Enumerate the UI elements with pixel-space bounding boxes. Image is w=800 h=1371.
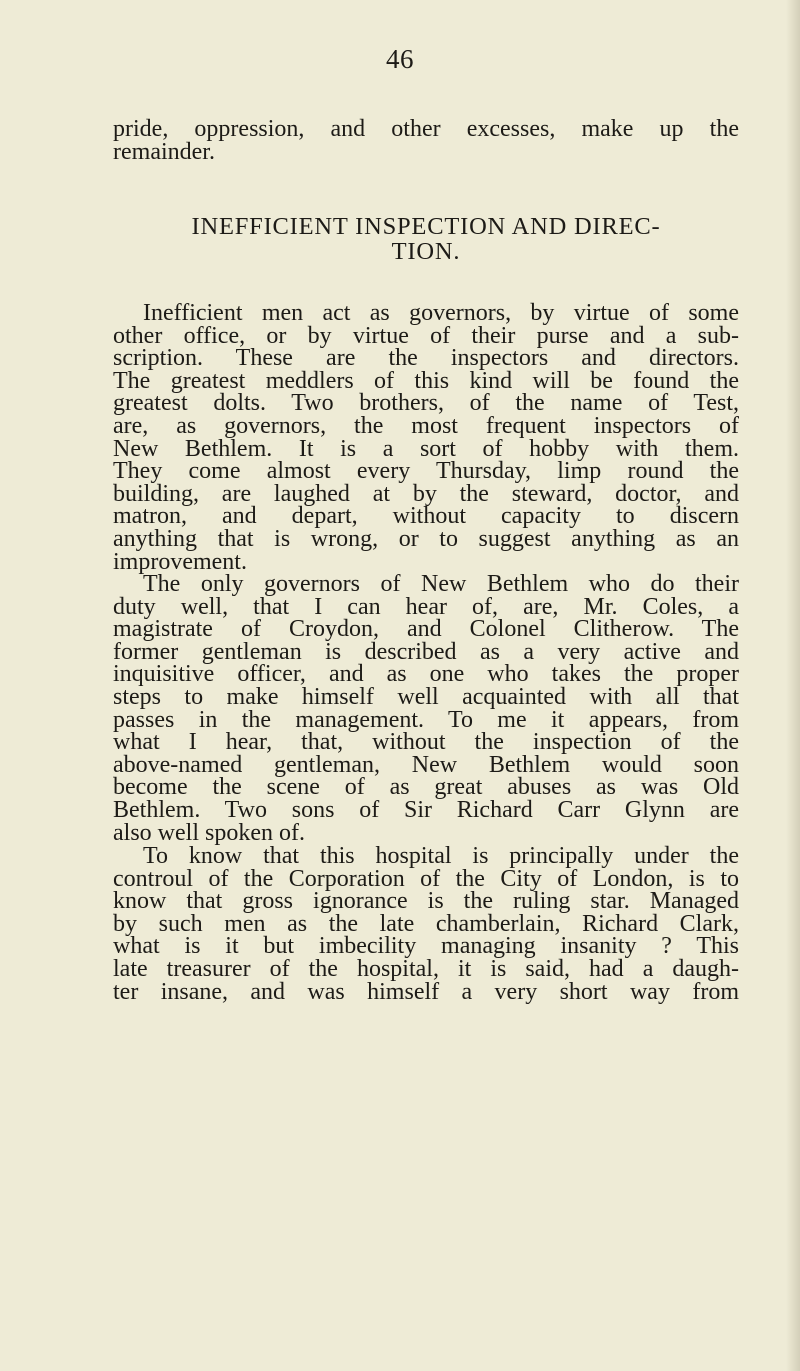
text-line: late treasurer of the hospital, it is said, had a daugh- bbox=[113, 955, 739, 982]
text-line: become the scene of as great abuses as was Old bbox=[113, 774, 739, 801]
text-line: are, as governors, the most frequent inspectors of bbox=[113, 412, 739, 439]
heading-line: INEFFICIENT INSPECTION AND DIREC- bbox=[191, 213, 661, 240]
text-line: inquisitive officer, and as one who takes the proper bbox=[113, 661, 739, 688]
text-line: remainder. bbox=[113, 138, 215, 165]
text-line: Inefficient men act as governors, by virtue of some bbox=[143, 300, 739, 326]
text-line: duty well, that I can hear of, are, Mr. Coles, a bbox=[113, 593, 739, 620]
text-line: controul of the Corporation of the City of London, is to bbox=[113, 865, 739, 892]
paragraph-2 bbox=[113, 573, 739, 844]
text-line: former gentleman is described as a very active and bbox=[113, 638, 739, 665]
text-line: ter insane, and was himself a very short way from bbox=[113, 978, 739, 1005]
text-line: greatest dolts. Two brothers, of the name of Test, bbox=[113, 390, 739, 417]
text-line: pride, oppression, and other excesses, make up the bbox=[113, 116, 739, 142]
text-line: New Bethlem. It is a sort of hobby with them. bbox=[113, 435, 739, 462]
paragraph-3 bbox=[113, 845, 739, 1003]
text-line: passes in the management. To me it appears, from bbox=[113, 706, 739, 733]
text-line: improvement. bbox=[113, 548, 247, 575]
text-line: what I hear, that, without the inspection of the bbox=[113, 729, 739, 756]
text-line: what is it but imbecility managing insanity ? This bbox=[113, 933, 739, 960]
text-line: magistrate of Croydon, and Colonel Clitherow. The bbox=[113, 616, 739, 643]
text-line: The greatest meddlers of this kind will be found the bbox=[113, 367, 739, 394]
text-line: also well spoken of. bbox=[113, 819, 305, 846]
lead-paragraph bbox=[113, 118, 739, 163]
heading-line: TION. bbox=[391, 238, 461, 265]
text-line: know that gross ignorance is the ruling star. Managed bbox=[113, 888, 739, 915]
section-heading bbox=[113, 214, 739, 264]
text-line: scription. These are the inspectors and directors. bbox=[113, 345, 739, 372]
text-line: matron, and depart, without capacity to discern bbox=[113, 503, 739, 530]
text-line: To know that this hospital is principally under the bbox=[143, 843, 739, 869]
text-line: steps to make himself well acquainted with all that bbox=[113, 683, 739, 710]
text-line: above-named gentleman, New Bethlem would soon bbox=[113, 751, 739, 778]
text-line: by such men as the late chamberlain, Richard Clark, bbox=[113, 910, 739, 937]
text-line: Bethlem. Two sons of Sir Richard Carr Glynn are bbox=[113, 796, 739, 823]
page-number: 46 bbox=[386, 44, 414, 74]
text-line: other office, or by virtue of their purse and a sub- bbox=[113, 322, 739, 349]
paragraph-1 bbox=[113, 302, 739, 573]
text-line: The only governors of New Bethlem who do their bbox=[143, 571, 739, 597]
text-line: building, are laughed at by the steward, doctor, and bbox=[113, 480, 739, 507]
text-line: They come almost every Thursday, limp round the bbox=[113, 458, 739, 485]
page-edge-shadow bbox=[786, 0, 800, 1371]
text-line: anything that is wrong, or to suggest anything as an bbox=[113, 525, 739, 552]
